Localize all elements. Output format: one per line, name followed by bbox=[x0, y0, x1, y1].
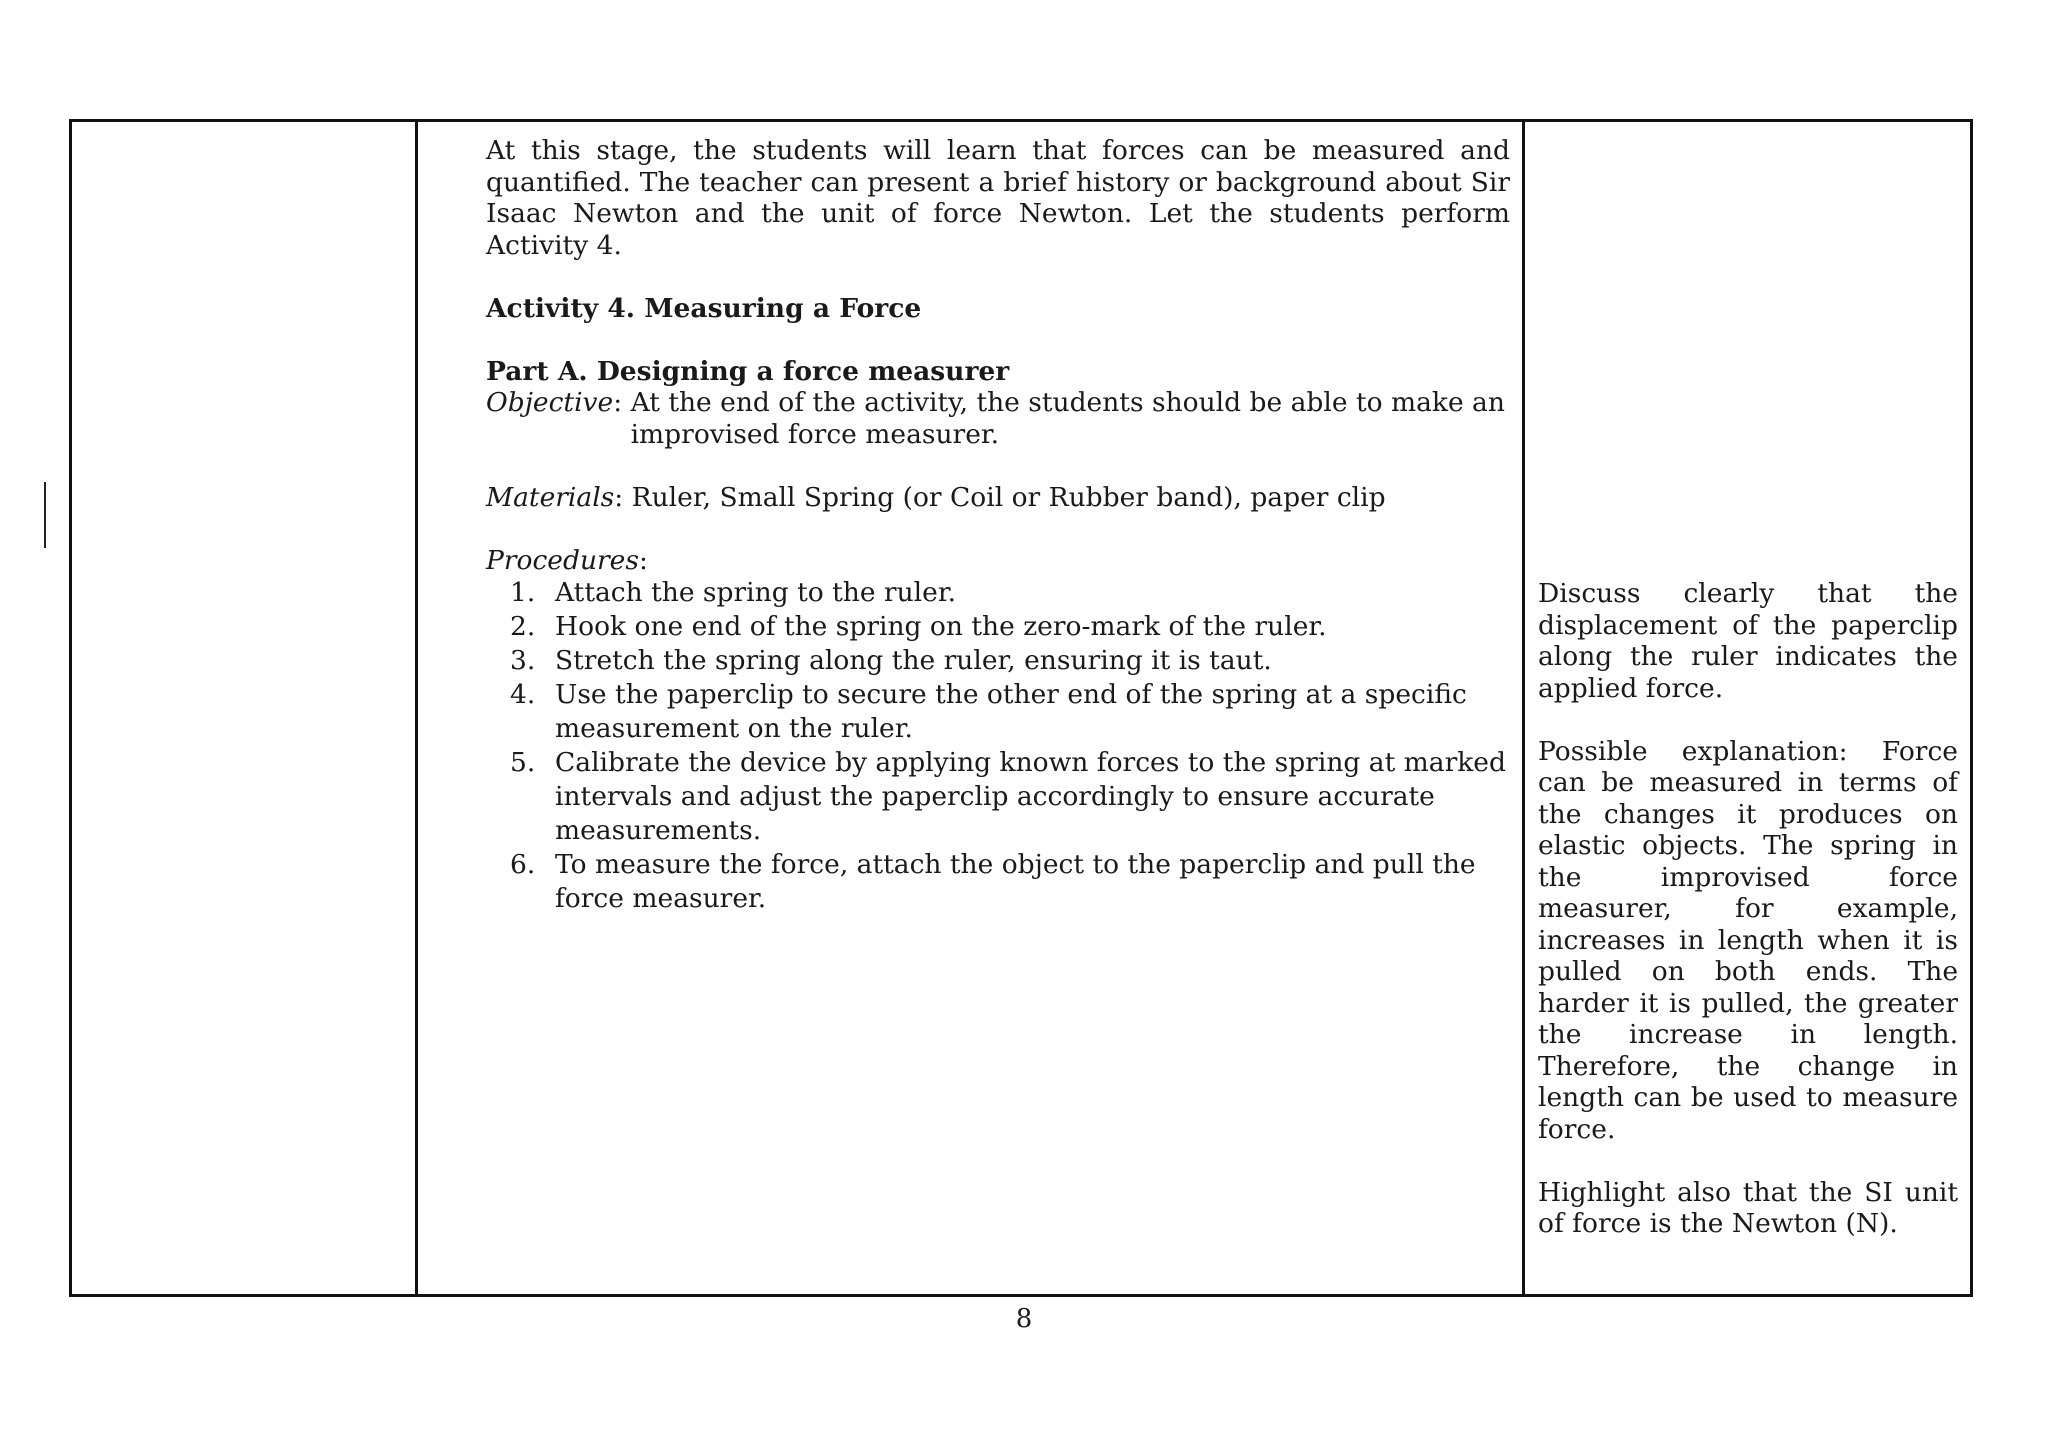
middle-column bbox=[418, 122, 1525, 1294]
page-number: 8 bbox=[1015, 1304, 1033, 1334]
intro-paragraph: At this stage, the students will learn that forces can be measured and quantified. The teacher can present a brief history or background about Sir Isaac Newton and the unit of force Newton. Let the students perform Activity 4. bbox=[486, 135, 1510, 261]
list-item bbox=[510, 746, 1510, 848]
lesson-plan-table bbox=[69, 119, 1973, 1297]
materials-text: Ruler, Small Spring (or Coil or Rubber band), paper clip bbox=[631, 481, 1386, 513]
objective-label: Objective bbox=[486, 387, 614, 418]
list-item bbox=[510, 644, 1510, 678]
right-column bbox=[1525, 122, 1970, 1294]
procedures-heading: Procedures: bbox=[486, 544, 648, 576]
step-number: 2. bbox=[510, 611, 536, 642]
step-text: Calibrate the device by applying known forces to the spring at marked intervals and adjust the paperclip accordingly to ensure accurate measurements. bbox=[555, 747, 1506, 846]
step-text: To measure the force, attach the object to the paperclip and pull the force measurer. bbox=[555, 849, 1476, 914]
step-number: 6. bbox=[510, 849, 536, 880]
materials-label: Materials bbox=[486, 481, 615, 513]
note-si-unit: Highlight also that the SI unit of force is the Newton (N). bbox=[1538, 1176, 1958, 1239]
step-number: 5. bbox=[510, 747, 536, 778]
part-title: Part A. Designing a force measurer bbox=[486, 355, 1010, 387]
step-number: 4. bbox=[510, 679, 536, 710]
materials: Materials: Ruler, Small Spring (or Coil or Rubber band), paper clip bbox=[486, 481, 1386, 513]
left-column bbox=[72, 122, 418, 1294]
activity-title: Activity 4. Measuring a Force bbox=[486, 292, 922, 324]
note-explanation: Possible explanation: Force can be measured in terms of the changes it produces on elastic objects. The spring in the improvised force measurer, for example, increases in length when it is pulled on both ends. The harder it is pulled, the greater the increase in length. Therefore, the change in length can be used to measure force. bbox=[1538, 735, 1958, 1145]
margin-change-bar bbox=[44, 482, 46, 548]
step-number: 1. bbox=[510, 577, 536, 608]
objective-text: At the end of the activity, the students should be able to make an improvised force measurer. bbox=[630, 387, 1505, 450]
step-text: Stretch the spring along the ruler, ensuring it is taut. bbox=[555, 645, 1272, 676]
procedure-list bbox=[486, 576, 1510, 916]
objective: Objective: At the end of the activity, the students should be able to make an improvised force measurer. bbox=[486, 387, 1510, 450]
list-item bbox=[510, 576, 1510, 610]
list-item bbox=[510, 848, 1510, 916]
step-text: Hook one end of the spring on the zero-mark of the ruler. bbox=[555, 611, 1327, 642]
list-item bbox=[510, 678, 1510, 746]
step-text: Attach the spring to the ruler. bbox=[555, 577, 957, 608]
step-number: 3. bbox=[510, 645, 536, 676]
list-item bbox=[510, 610, 1510, 644]
step-text: Use the paperclip to secure the other end of the spring at a specific measurement on the ruler. bbox=[555, 679, 1467, 744]
note-displacement: Discuss clearly that the displacement of the paperclip along the ruler indicates the applied force. bbox=[1538, 578, 1958, 704]
procedures-label: Procedures bbox=[486, 544, 639, 576]
